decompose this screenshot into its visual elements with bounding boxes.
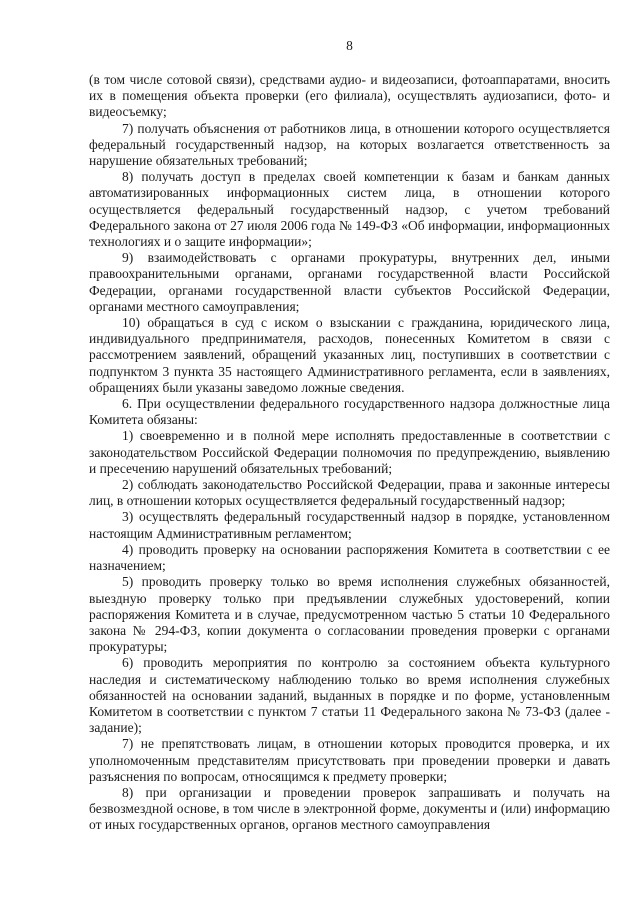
paragraph-section-6-heading: 6. При осуществлении федерального государственного надзора должностные лица Комитета обязаны: <box>89 396 610 428</box>
paragraph-item-10-court: 10) обращаться в суд с иском о взыскании с гражданина, юридического лица, индивидуального предпринимателя, расходов, понесенных Комитетом в связи с рассмотрением заявлений, обращений указанных лиц, поступивших в соответствии с подпунктом 3 пункта 35 настоящего Административного регламента, если в заявлениях, обращениях были указаны заведомо ложные сведения. <box>89 315 610 395</box>
paragraph-duty-8: 8) при организации и проведении проверок запрашивать и получать на безвозмездной основе, в том числе в электронной форме, документы и (или) информацию от иных государственных органов, органов местного самоуправления <box>89 784 610 833</box>
paragraph-duty-3: 3) осуществлять федеральный государственный надзор в порядке, установленном настоящим Административным регламентом; <box>89 509 610 541</box>
paragraph-item-8-database-access: 8) получать доступ в пределах своей компетенции к базам и банкам данных автоматизированных информационных систем лица, в отношении которого осуществляется федеральный государственный надзор, с учетом требований Федерального закона от 27 июля 2006 года № 149-ФЗ «Об информации, информационных технологиях и о защите информации»; <box>89 169 610 250</box>
paragraph-continuation: (в том числе сотовой связи), средствами аудио- и видеозаписи, фотоаппаратами, вносить их в помещения объекта проверки (его филиала), осуществлять аудиозаписи, фото- и видеосъемку; <box>89 72 610 120</box>
paragraph-duty-4: 4) проводить проверку на основании распоряжения Комитета в соответствии с ее назначением; <box>89 541 610 574</box>
paragraph-duty-6: 6) проводить мероприятия по контролю за состоянием объекта культурного наследия и систематическому наблюдению только во время исполнения служебных обязанностей на основании заданий, выданных в порядке и по форме, установленным Комитетом в соответствии с пунктом 7 статьи 11 Федерального закона № 73-ФЗ (далее - задание); <box>89 655 610 736</box>
document-page <box>89 0 610 834</box>
paragraph-duty-5: 5) проводить проверку только во время исполнения служебных обязанностей, выездную проверку только при предъявлении служебных удостоверений, копии распоряжения Комитета и в случае, предусмотренном частью 5 статьи 10 Федерального закона № 294-ФЗ, копии документа о согласовании проведения проверки с органами прокуратуры; <box>89 574 610 655</box>
page-number: 8 <box>346 38 353 53</box>
paragraph-item-7-explanations: 7) получать объяснения от работников лица, в отношении которого осуществляется федеральный государственный надзор, на которых возлагается ответственность за нарушение обязательных требований; <box>89 120 610 169</box>
paragraph-item-9-interaction: 9) взаимодействовать с органами прокуратуры, внутренних дел, иными правоохранительными органами, органами государственной власти Российской Федерации, органами государственной власти субъектов Российской Федерации, органами местного самоуправления; <box>89 250 610 314</box>
paragraph-duty-7: 7) не препятствовать лицам, в отношении которых проводится проверка, и их уполномоченным представителям присутствовать при проведении проверки и давать разъяснения по вопросам, относящимся к предмету проверки; <box>89 736 610 784</box>
paragraph-duty-1: 1) своевременно и в полной мере исполнять предоставленные в соответствии с законодательством Российской Федерации полномочия по предупреждению, выявлению и пресечению нарушений обязательных требований; <box>89 428 610 476</box>
paragraph-duty-2: 2) соблюдать законодательство Российской Федерации, права и законные интересы лиц, в отношении которых осуществляется федеральный государственный надзор; <box>89 477 610 509</box>
